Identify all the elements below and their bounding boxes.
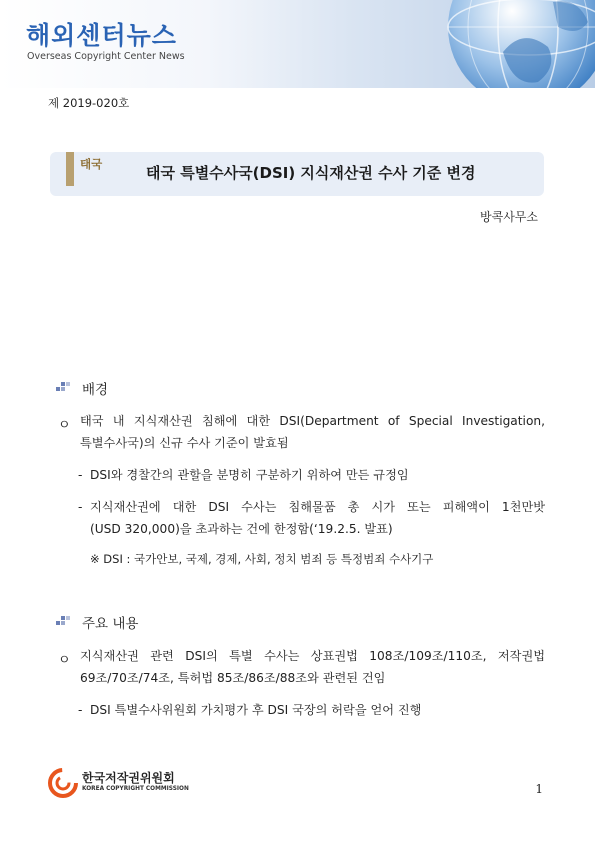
note-text: ※ DSI : 국가안보, 국제, 경제, 사회, 정치 범죄 등 특정범죄 수사기구 [90, 552, 434, 566]
circle-bullet: ㅇ [58, 653, 71, 668]
kcc-logo-icon [48, 768, 78, 798]
section-heading-label: 배경 [82, 382, 109, 398]
paragraph-line: 69조/70조/74조, 특허법 85조/86조/88조와 관련된 건임 [80, 671, 386, 685]
section-heading-label: 주요 내용 [82, 616, 139, 632]
paragraph-line: 태국 내 지식재산권 침해에 대한 DSI(Department of Special Investigation, [80, 414, 545, 428]
brand-title: 해외센터뉴스 [26, 21, 177, 50]
office-name: 방콕사무소 [480, 210, 538, 224]
section-bullet-icon [56, 381, 70, 393]
circle-bullet: ㅇ [58, 418, 71, 433]
org-name-en: KOREA COPYRIGHT COMMISSION [82, 786, 189, 792]
dash-bullet: - [78, 468, 83, 482]
subitem-line: 지식재산권에 대한 DSI 수사는 침해물품 총 시가 또는 피해액이 1천만밧 [90, 500, 545, 514]
title-box [50, 152, 544, 196]
subitem-line: (USD 320,000)을 초과하는 건에 한정함(‘19.2.5. 발표) [90, 522, 393, 536]
dash-bullet: - [78, 703, 83, 717]
issue-number: 제 2019-020호 [48, 96, 130, 110]
subitem-line: DSI 특별수사위원회 가치평가 후 DSI 국장의 허락을 얻어 진행 [90, 703, 422, 717]
country-label: 태국 [80, 157, 103, 171]
globe-icon [443, 0, 595, 88]
paragraph-line: 특별수사국)의 신규 수사 기준이 발효됨 [80, 436, 289, 450]
title-accent-bar [66, 152, 74, 186]
brand-subtitle: Overseas Copyright Center News [27, 51, 185, 62]
header-banner [0, 0, 595, 88]
paragraph-line: 지식재산권 관련 DSI의 특별 수사는 상표권법 108조/109조/110조, 저작권법 [80, 649, 545, 663]
subitem-line: DSI와 경찰간의 관할을 분명히 구분하기 위하여 만든 규정임 [90, 468, 409, 482]
page-number: 1 [535, 782, 543, 796]
org-name: 한국저작권위원회 [82, 771, 175, 785]
dash-bullet: - [78, 500, 83, 514]
article-title: 태국 특별수사국(DSI) 지식재산권 수사 기준 변경 [146, 164, 476, 182]
section-bullet-icon [56, 615, 70, 627]
